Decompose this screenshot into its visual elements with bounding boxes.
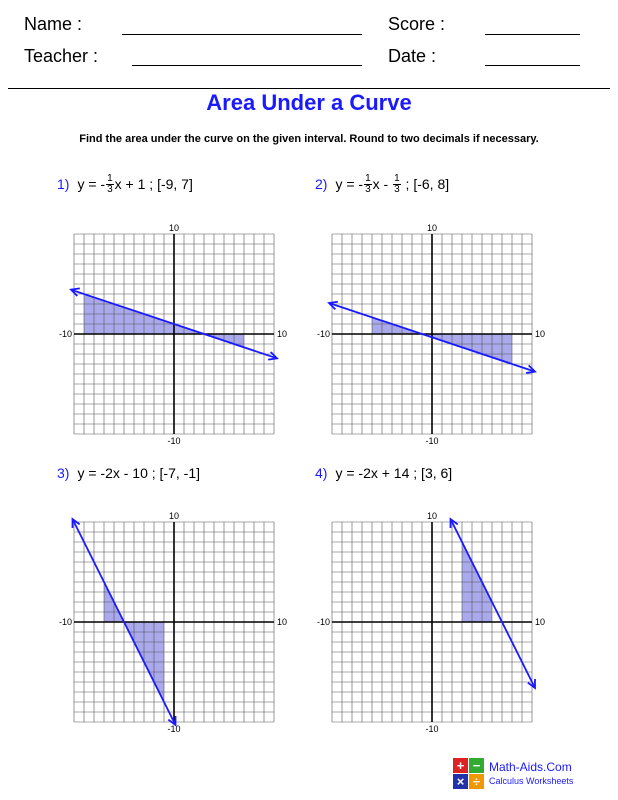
problem-number: 2) <box>315 176 328 193</box>
axis-label-right: 10 <box>535 617 546 627</box>
problem-2 <box>315 175 449 196</box>
equation-interval: ; [-6, 8] <box>405 176 450 193</box>
problem-1 <box>57 175 193 196</box>
axis-label-bottom: -10 <box>167 724 181 734</box>
equation: y = -2x + 14 ; [3, 6] <box>335 465 453 481</box>
problem-number: 1) <box>57 176 70 193</box>
name-label: Name : <box>24 14 83 34</box>
axis-label-top: 10 <box>426 223 438 233</box>
teacher-field[interactable] <box>132 65 362 66</box>
axis-label-right: 10 <box>277 617 288 627</box>
fraction: $\frac{1}{3}$ <box>365 173 371 195</box>
score-field[interactable] <box>485 34 580 35</box>
brand-logo <box>453 758 593 794</box>
date-label: Date : <box>388 46 437 66</box>
instructions: Find the area under the curve on the given interval. Round to two decimals if necessary. <box>79 133 539 145</box>
axis-label-left: -10 <box>316 617 330 627</box>
axis-label-right: 10 <box>277 329 288 339</box>
math-operations-icon: + − × ÷ <box>453 758 485 790</box>
equation-prefix: y = - <box>335 176 364 193</box>
axis-label-bottom: -10 <box>425 436 439 446</box>
axis-label-top: 10 <box>426 511 438 521</box>
graph-4 <box>318 510 558 734</box>
axis-label-right: 10 <box>535 329 546 339</box>
graph-1 <box>60 222 300 446</box>
problem-4 <box>315 465 452 481</box>
problem-number: 4) <box>315 465 328 481</box>
problem-3 <box>57 465 200 481</box>
axis-label-left: -10 <box>316 329 330 339</box>
axis-label-bottom: -10 <box>425 724 439 734</box>
axis-label-left: -10 <box>58 329 72 339</box>
score-label: Score : <box>388 14 446 34</box>
equation-mid: x + 1 ; <box>114 176 154 193</box>
date-field[interactable] <box>485 65 580 66</box>
header-divider <box>8 88 610 89</box>
axis-label-top: 10 <box>168 223 180 233</box>
fraction: $\frac{1}{3}$ <box>394 173 400 195</box>
axis-label-top: 10 <box>168 511 180 521</box>
name-field[interactable] <box>122 34 362 35</box>
brand-subtitle: Calculus Worksheets <box>489 776 574 786</box>
brand-name: Math-Aids.Com <box>489 760 572 774</box>
axis-label-left: -10 <box>58 617 72 627</box>
equation-mid: x - <box>372 176 389 193</box>
equation-interval: [-9, 7] <box>157 176 193 193</box>
fraction: $\frac{1}{3}$ <box>107 173 113 195</box>
graph-3 <box>60 510 300 734</box>
equation: y = -2x - 10 ; [-7, -1] <box>77 465 200 481</box>
equation-prefix: y = - <box>77 176 106 193</box>
axis-label-bottom: -10 <box>167 436 181 446</box>
problem-number: 3) <box>57 465 70 481</box>
teacher-label: Teacher : <box>24 46 99 66</box>
graph-2 <box>318 222 558 446</box>
page-title: Area Under a Curve <box>206 90 412 115</box>
